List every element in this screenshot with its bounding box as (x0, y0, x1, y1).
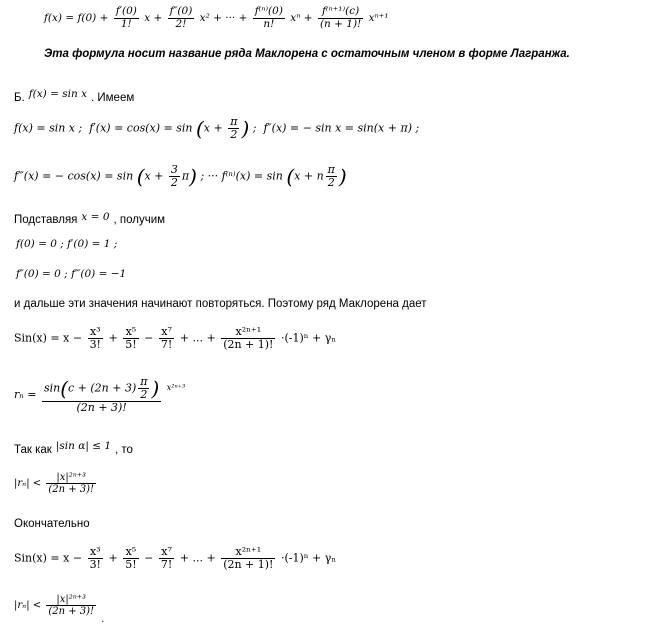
bound-line-1 (14, 472, 98, 495)
op: + ... + (179, 331, 216, 345)
derivatives-line-2 (14, 164, 347, 189)
part-b-func: f(x) = sin x (28, 88, 87, 100)
finally-text: Окончательно (14, 518, 90, 530)
deriv-fn: ; ··· f⁽ⁿ⁾(x) = sin (200, 169, 283, 183)
term-general: $\frac{\text{x²ⁿ⁺¹}}{(2n + 1)!}$ (223, 545, 274, 572)
remainder-lhs: rₙ = (14, 388, 37, 402)
taylor-term2-tail: x² + ··· + (199, 12, 251, 25)
bound-fraction: $\frac{\text{|x|²ⁿ⁺³}}{(2n + 3)!}$ (48, 594, 95, 617)
part-b-line (14, 88, 134, 106)
bound-fraction: $\frac{\text{|x|²ⁿ⁺³}}{(2n + 3)!}$ (48, 472, 95, 495)
op: + ... + (179, 551, 216, 565)
taylor-remainder-tail: xⁿ⁺¹ (368, 12, 389, 25)
taylor-remainder: $\frac{\text{f⁽ⁿ⁺¹⁾(c)}}{(n + 1)!}$ (319, 5, 362, 30)
term-x7: $\frac{\text{x⁷}}{7!}$ (160, 545, 173, 572)
value-f3: f‴(0) = −1 (71, 268, 127, 280)
sin-label: sin (43, 381, 61, 395)
op: − (144, 551, 154, 565)
part-b-tail: . Имеем (91, 92, 135, 104)
term-x7: $\frac{\text{x⁷}}{7!}$ (160, 325, 173, 352)
series-lhs: Sin(x) = x − (14, 551, 83, 565)
period: . (101, 614, 105, 625)
open-paren: ( (136, 164, 145, 189)
series-line-1 (14, 326, 336, 351)
subst-post: , получим (113, 214, 166, 226)
subst-pre: Подставляя (14, 214, 78, 226)
remainder-tail: x²ⁿ⁺³ (166, 383, 186, 393)
term-x3: $\frac{\text{x³}}{3!}$ (89, 325, 101, 352)
part-b-label: Б. (14, 92, 25, 104)
values-line-1 (16, 238, 117, 250)
value-f2: f″(0) = 0 (16, 268, 61, 280)
separator: ; (252, 121, 257, 135)
deriv-f: f(x) = sin x ; (14, 121, 83, 135)
deriv-f2: f″(x) = − sin x = sin(x + π) ; (263, 121, 420, 135)
pi-over-2: $\frac{\pi}{2}$ (230, 115, 238, 142)
close-paren: ) (241, 116, 250, 141)
deriv-fn-inner: x + n (294, 169, 324, 183)
term-x5: $\frac{\text{x⁵}}{5!}$ (125, 325, 137, 352)
open-paren: ( (195, 116, 204, 141)
series-tail: ·(-1)ⁿ + γₙ (280, 551, 337, 565)
term-x3: $\frac{\text{x³}}{3!}$ (89, 545, 101, 572)
separator: ; (56, 238, 68, 250)
bound-line-2 (14, 594, 104, 625)
taylor-termn: $\frac{\text{f⁽ⁿ⁾(0)}}{n!}$ (254, 5, 283, 30)
remainder-line (14, 376, 185, 414)
taylor-term2: $\frac{f''(0)}{2!}$ (169, 5, 193, 30)
remainder-fraction: sin(c + (2n + 3) $\frac{\pi}{2}$ ) (2n + 3)! (43, 375, 160, 415)
value-f1: f′(0) = 1 ; (67, 238, 118, 250)
remainder-inner: c + (2n + 3) (68, 381, 137, 395)
series-lhs: Sin(x) = x − (14, 331, 83, 345)
op: − (144, 331, 154, 345)
substitution-line (14, 210, 165, 228)
deriv-f1-inner: x + (203, 121, 227, 135)
bound-lhs: |rₙ| < (14, 600, 42, 611)
since-post: , то (115, 444, 133, 456)
value-f0: f(0) = 0 (16, 238, 57, 250)
maclaurin-caption: Эта формула носит название ряда Маклорена с остаточным членом в форме Лагранжа. (44, 48, 570, 60)
open-paren: ( (286, 164, 295, 189)
repeat-text: и дальше эти значения начинают повторяться. Поэтому ряд Маклорена дает (14, 298, 427, 310)
series-tail: ·(-1)ⁿ + γₙ (280, 331, 337, 345)
op: + (108, 551, 118, 565)
since-line (14, 440, 133, 458)
taylor-term1-tail: x + (144, 12, 166, 25)
bound-lhs: |rₙ| < (14, 478, 42, 489)
since-pre: Так как (14, 444, 52, 456)
term-general: $\frac{\text{x²ⁿ⁺¹}}{(2n + 1)!}$ (223, 325, 274, 352)
close-paren: ) (189, 164, 197, 189)
subst-math: x = 0 (81, 211, 110, 223)
pi-over-2: $\frac{\pi}{2}$ (327, 163, 335, 190)
taylor-termn-tail: xⁿ + (290, 12, 316, 25)
pi-over-2: $\frac{\pi}{2}$ (140, 375, 148, 402)
taylor-term1: $\frac{f'(0)}{1!}$ (115, 5, 137, 30)
separator: ; (60, 268, 72, 280)
close-paren: ) (338, 164, 347, 189)
values-line-2 (16, 268, 126, 280)
term-x5: $\frac{\text{x⁵}}{5!}$ (125, 545, 137, 572)
series-line-2 (14, 546, 336, 571)
pi-symbol: π (181, 169, 190, 183)
deriv-f3: f‴(x) = − cos(x) = sin (14, 169, 134, 183)
taylor-formula (44, 6, 389, 30)
deriv-f3-inner: x + (144, 169, 167, 183)
three-halves: $\frac{3}{2}$ (170, 163, 178, 190)
derivatives-line-1 (14, 116, 419, 141)
deriv-f1: f′(x) = cos(x) = sin (89, 121, 193, 135)
taylor-lhs: f(x) = f(0) + (44, 12, 112, 25)
op: + (108, 331, 118, 345)
since-math: |sin α| ≤ 1 (55, 440, 112, 452)
